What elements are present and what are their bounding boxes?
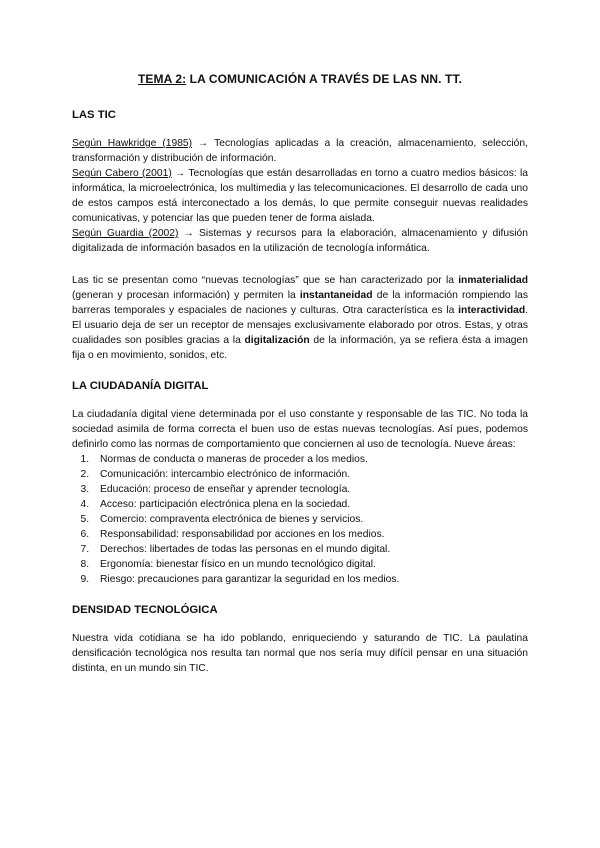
list-item: 7. Derechos: libertades de todas las personas en el mundo digital.: [92, 542, 528, 557]
definition-source: Según Cabero (2001): [72, 168, 172, 179]
list-item: 1. Normas de conducta o maneras de proceder a los medios.: [92, 452, 528, 467]
definition-text: → Tecnologías que están desarrolladas en torno a cuatro medios básicos: la informática, la microelectrónica, los multimedia y las telecomunicaciones. El desarrollo de cada uno de estos campos está interconectado a los demás, lo que permite conseguir nuevas realidades comunicativas, y potenciar las que pueden tener de forma aislada.: [72, 168, 528, 224]
definitions-block: [72, 136, 528, 256]
list-item: 6. Responsabilidad: responsabilidad por acciones en los medios.: [92, 527, 528, 542]
definition-source: Según Hawkridge (1985): [72, 138, 193, 149]
paragraph-text: de la información rompiendo las barreras temporales y espaciales de naciones y culturas. Otra característica es la: [72, 290, 528, 316]
definition-guardia: [72, 226, 528, 256]
term-digitalizacion: digitalización: [244, 335, 310, 346]
densidad-paragraph: Nuestra vida cotidiana se ha ido poblando, enriqueciendo y saturando de TIC. La paulatina densificación tecnológica nos resulta tan normal que nos sería muy difícil pensar en una situación distinta, en un mundo sin TIC.: [72, 633, 528, 674]
paragraph-text: de la información, ya se refiera ésta a imagen fija o en movimiento, sonidos, etc.: [72, 335, 528, 361]
term-interactividad: interactividad: [458, 305, 526, 316]
section-heading-tic: LAS TIC: [72, 109, 116, 121]
term-inmaterialidad: inmaterialidad: [458, 275, 528, 286]
document-title: [72, 72, 528, 86]
term-instantaneidad: instantaneidad: [299, 290, 373, 301]
definition-source: Según Guardia (2002): [72, 228, 179, 239]
list-item: 8. Ergonomía: bienestar físico en un mundo tecnológico digital.: [92, 557, 528, 572]
ciudadania-intro: La ciudadanía digital viene determinada por el uso constante y responsable de las TIC. No toda la sociedad asimila de forma correcta el buen uso de estas nuevas tecnologías. Así pues, podemos definirlo como las normas de comportamiento que conciernen al uso de tecnología. Nueve áreas:: [72, 409, 528, 450]
areas-list: [72, 452, 528, 587]
paragraph-text: Las tic se presentan como “nuevas tecnologías” que se han caracterizado por la: [72, 275, 459, 286]
section-heading-densidad: DENSIDAD TECNOLÓGICA: [72, 604, 218, 616]
definition-cabero: [72, 166, 528, 226]
title-number: TEMA 2:: [137, 72, 187, 86]
definition-text: → Tecnologías aplicadas a la creación, almacenamiento, selección, transformación y distribución de información.: [72, 138, 528, 164]
paragraph-text: (generan y procesan información) y permiten la: [72, 290, 300, 301]
list-item: 4. Acceso: participación electrónica plena en la sociedad.: [92, 497, 528, 512]
paragraph-text: . El usuario deja de ser un receptor de mensajes exclusivamente elaborado por otros. Estas, y otras cualidades son posibles gracias a la: [72, 305, 528, 346]
definition-hawkridge: [72, 136, 528, 166]
list-item: 2. Comunicación: intercambio electrónico de información.: [92, 467, 528, 482]
section-heading-ciudadania: LA CIUDADANÍA DIGITAL: [72, 380, 209, 392]
list-item: 5. Comercio: compraventa electrónica de bienes y servicios.: [92, 512, 528, 527]
tic-characteristics-paragraph: [72, 273, 528, 363]
list-item: 9. Riesgo: precauciones para garantizar la seguridad en los medios.: [92, 572, 528, 587]
list-item: 3. Educación: proceso de enseñar y aprender tecnología.: [92, 482, 528, 497]
title-text: LA COMUNICACIÓN A TRAVÉS DE LAS NN. TT.: [186, 72, 463, 86]
definition-text: → Sistemas y recursos para la elaboración, almacenamiento y difusión digitalizada de información basados en la utilización de tecnología informática.: [72, 228, 528, 254]
